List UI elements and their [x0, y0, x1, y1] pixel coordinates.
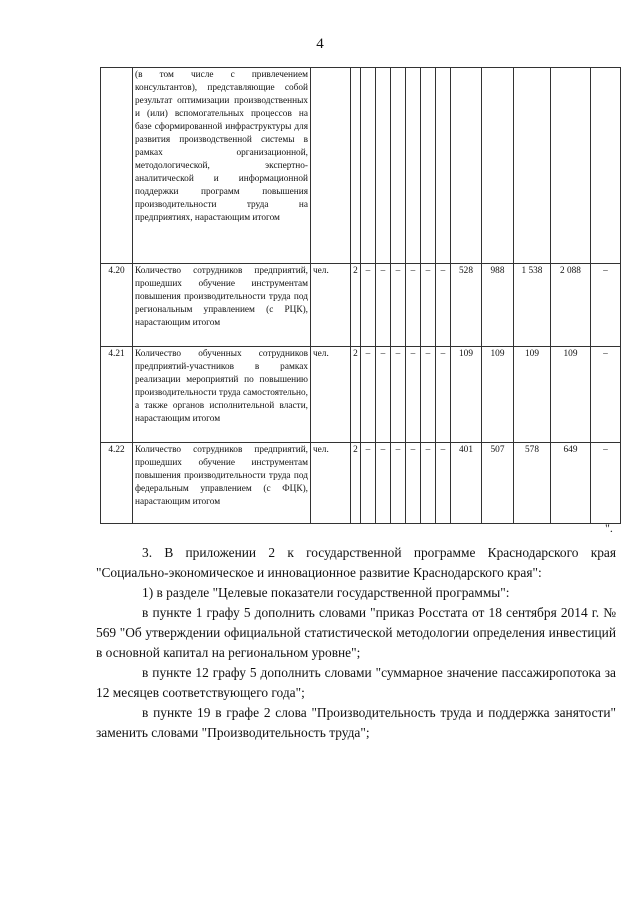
table-row	[101, 264, 621, 347]
value-cell: –	[421, 347, 436, 443]
page-number: 4	[316, 36, 324, 52]
value-cell: –	[421, 443, 436, 524]
paragraph: 1) в разделе "Целевые показатели государственной программы":	[142, 585, 510, 600]
value-cell: –	[406, 443, 421, 524]
value-cell: –	[361, 264, 376, 347]
value-cell: –	[391, 264, 406, 347]
value-cell: –	[376, 347, 391, 443]
value-cell: –	[436, 443, 451, 524]
unit: чел.	[311, 347, 351, 443]
value-cell: –	[376, 264, 391, 347]
status: 2	[351, 264, 361, 347]
value-cell: 109	[482, 347, 514, 443]
row-number: 4.21	[101, 347, 133, 443]
value-cell: –	[406, 347, 421, 443]
value-cell: 578	[514, 443, 551, 524]
paragraph: 3. В приложении 2 к государственной программе Краснодарского края "Социально-экономическое и инновационное развитие Краснодарского края":	[96, 545, 616, 580]
unit: чел.	[311, 264, 351, 347]
value-cell: 507	[482, 443, 514, 524]
indicator-description: Количество сотрудников предприятий, прошедших обучение инструментам повышения производительности труда под федеральным управлением (с ФЦК), нарастающим итогом	[133, 443, 311, 524]
value-cell: –	[361, 443, 376, 524]
table-row	[101, 68, 621, 264]
amendment-text	[96, 543, 616, 743]
value-cell: –	[391, 443, 406, 524]
value-cell: 109	[451, 347, 482, 443]
value-cell: –	[361, 347, 376, 443]
value-cell: –	[436, 347, 451, 443]
row-number: 4.20	[101, 264, 133, 347]
row-number: 4.22	[101, 443, 133, 524]
value-cell: –	[391, 347, 406, 443]
value-cell: –	[406, 264, 421, 347]
value-cell: 401	[451, 443, 482, 524]
continuation-text: (в том числе с привлечением консультантов), представляющие собой результат оптимизации производственных и (или) вспомогательных процессов на базе сформированной инфраструктуры для развития производственной системы в рамках организационной, методологической, экспертно-аналитической и информационной поддержки программ повышения производительности труда на предприятиях, нарастающим итогом	[133, 68, 311, 264]
value-cell: 109	[514, 347, 551, 443]
status: 2	[351, 443, 361, 524]
status: 2	[351, 347, 361, 443]
value-cell: 528	[451, 264, 482, 347]
row-number-cell	[101, 68, 133, 264]
value-cell: –	[591, 347, 621, 443]
value-cell: –	[376, 443, 391, 524]
paragraph: в пункте 1 графу 5 дополнить словами "приказ Росстата от 18 сентября 2014 г. № 569 "Об утверждении официальной статистической методологии определения инвестиций в основной капитал на региональном уровне";	[96, 605, 616, 660]
indicator-description: Количество обученных сотрудников предприятий-участников в рамках реализации мероприятий по повышению производительности труда самостоятельно, а также органов исполнительной власти, нарастающим итогом	[133, 347, 311, 443]
paragraph: в пункте 12 графу 5 дополнить словами "суммарное значение пассажиропотока за 12 месяцев соответствующего года";	[96, 665, 616, 700]
value-cell: –	[591, 443, 621, 524]
closing-quote: ".	[605, 521, 613, 535]
table-row	[101, 443, 621, 524]
value-cell: –	[591, 264, 621, 347]
indicators-table	[100, 67, 621, 524]
indicator-description: Количество сотрудников предприятий, прошедших обучение инструментам повышения производительности труда под региональным управлением (с РЦК), нарастающим итогом	[133, 264, 311, 347]
value-cell: –	[436, 264, 451, 347]
paragraph: в пункте 19 в графе 2 слова "Производительность труда и поддержка занятости" заменить словами "Производительность труда";	[96, 705, 616, 740]
value-cell: –	[421, 264, 436, 347]
value-cell: 988	[482, 264, 514, 347]
unit: чел.	[311, 443, 351, 524]
value-cell: 649	[551, 443, 591, 524]
value-cell: 1 538	[514, 264, 551, 347]
value-cell: 109	[551, 347, 591, 443]
table-row	[101, 347, 621, 443]
value-cell: 2 088	[551, 264, 591, 347]
